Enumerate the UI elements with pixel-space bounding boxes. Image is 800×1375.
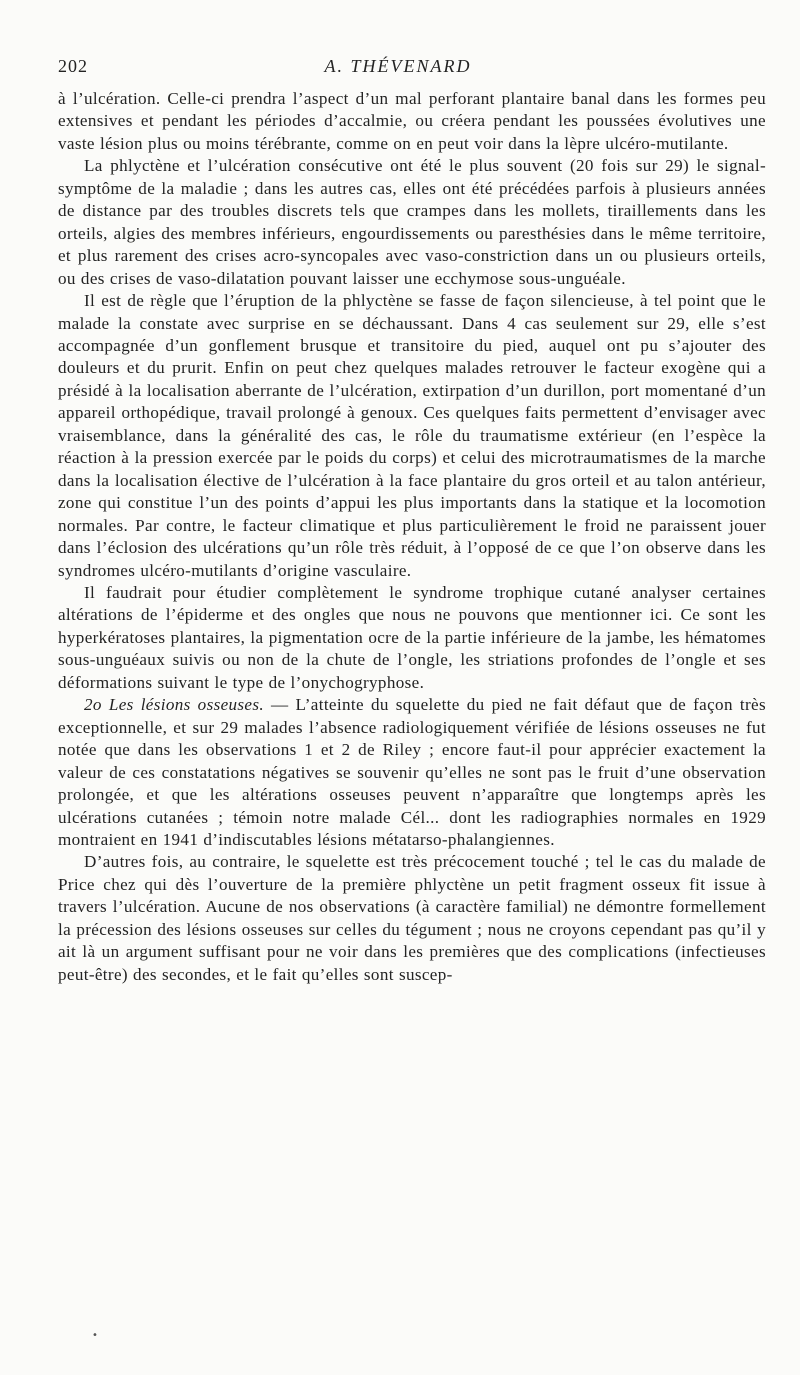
page-header [58, 52, 738, 80]
paragraph-text: D’autres fois, au contraire, le squelette est très précocement touché ; tel le cas du malade de Price chez qui dès l’ouverture de la première phlyctène un petit fragment osseux fit issue à travers l’ulcération. Aucune de nos observations (à caractère familial) ne démontre formellement la précession des lésions osseuses sur celles du tégument ; nous ne croyons cependant pas qu’il y ait là un argument suffisant pour ne voir dans les premières que des complications (infectieuses peut-être) des secondes, et le fait qu’elles sont suscep- [58, 852, 766, 984]
stray-mark: • [92, 1330, 98, 1341]
section-heading: 2o Les lésions osseuses. [84, 695, 264, 715]
paragraph-text: La phlyctène et l’ulcération consécutive ont été le plus souvent (20 fois sur 29) le signal-symptôme de la maladie ; dans les autres cas, elles ont été précédées parfois à plusieurs années de distance par des troubles discrets tels que crampes dans les mollets, tiraillements dans les orteils, algies des membres inférieurs, engourdissements ou paresthésies dans le même territoire, et plus rarement des crises acro-syncopales avec vaso-constriction dans un ou plusieurs orteils, ou des crises de vaso-dilatation pouvant laisser une ecchymose sous-unguéale. [58, 156, 766, 288]
paragraph-6 [58, 851, 766, 986]
paragraph-text: Il faudrait pour étudier complètement le syndrome trophique cutané analyser certaines altérations de l’épiderme et des ongles que nous ne pouvons que mentionner ici. Ce sont les hyperkératoses plantaires, la pigmentation ocre de la partie inférieure de la jambe, les hématomes sous-unguéaux suivis ou non de la chute de l’ongle, les striations profondes de l’ongle et ses déformations suivant le type de l’onychogryphose. [58, 582, 766, 692]
paragraph-4 [58, 582, 766, 694]
paragraph-2 [58, 155, 766, 290]
paragraph-3 [58, 290, 766, 582]
running-head: A. THÉVENARD [324, 56, 472, 76]
paragraph-text: Il est de règle que l’éruption de la phlyctène se fasse de façon silencieuse, à tel point que le malade la constate avec surprise en se déchaussant. Dans 4 cas seulement sur 29, elle s’est accompagnée d’un gonflement brusque et transitoire du pied, auquel ont pu s’ajouter des douleurs et du prurit. Enfin on peut chez quelques malades retrouver le facteur exogène qui a présidé à la localisation aberrante de l’ulcération, extirpation d’un durillon, port momentané d’un appareil orthopédique, travail prolongé à genoux. Ces quelques faits permettent d’envisager avec vraisemblance, dans la généralité des cas, le rôle du traumatisme extérieur (en l’espèce la réaction à la pression exercée par le poids du corps) et celui des microtraumatismes de la marche dans la localisation élective de l’ulcération à la face plantaire du gros orteil et au talon antérieur, zone qui constitue l’un des points d’appui les plus importants dans la statique et la locomotion normales. Par contre, le facteur climatique et plus particulièrement le froid ne paraissent jouer dans l’éclosion des ulcérations qu’un rôle très réduit, à l’opposé de ce que l’on observe dans les syndromes ulcéro-mutilants d’origine vasculaire. [58, 291, 766, 580]
paragraph-1 [58, 88, 766, 155]
page-number: 202 [58, 56, 88, 76]
paragraph-5 [58, 694, 766, 851]
paragraph-text: — L’atteinte du squelette du pied ne fait défaut que de façon très exceptionnelle, et sur 29 malades l’absence radiologiquement vérifiée de lésions osseuses ne fut notée que dans les observations 1 et 2 de Riley ; encore faut-il pour apprécier exactement la valeur de ces constatations négatives se souvenir qu’elles ne sont pas le fruit d’une observation prolongée, et que les altérations osseuses peuvent n’apparaître que longtemps après les ulcérations cutanées ; témoin notre malade Cél... dont les radiographies normales en 1929 montraient en 1941 d’indiscutables lésions métatarso-phalangiennes. [58, 695, 766, 849]
body-text [58, 88, 766, 986]
paragraph-text: à l’ulcération. Celle-ci prendra l’aspect d’un mal perforant plantaire banal dans les formes peu extensives et pendant les périodes d’accalmie, ou créera pendant les poussées évolutives une vaste lésion plus ou moins térébrante, comme on en peut voir dans la lèpre ulcéro-mutilante. [58, 89, 766, 153]
